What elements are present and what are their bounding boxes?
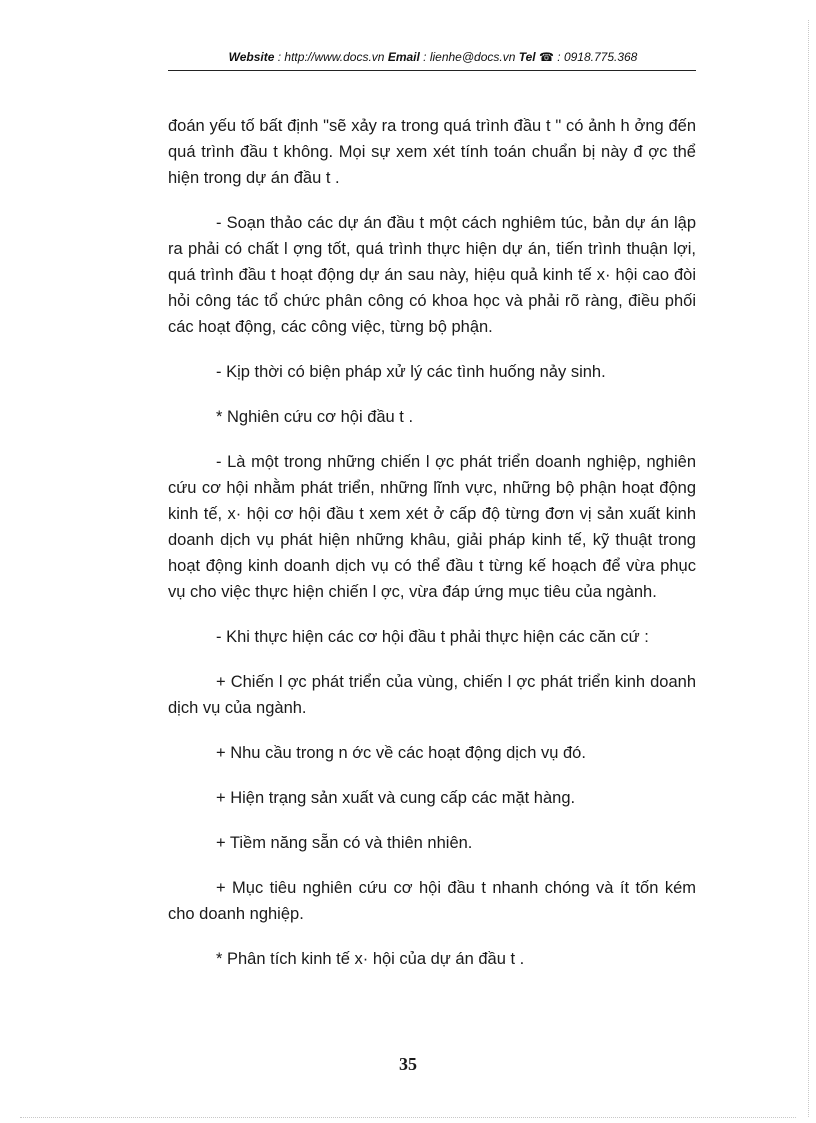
paragraph: + Tiềm năng sẵn có và thiên nhiên. (216, 834, 473, 852)
tel-label: Tel (518, 50, 536, 64)
page-header (168, 50, 698, 64)
paragraph: + Mục tiêu nghiên cứu cơ hội đầu t nhanh chóng và ít tốn kém cho doanh nghiệp. (168, 879, 696, 923)
header-rule (168, 70, 696, 71)
page-bottom-border (20, 1117, 796, 1118)
paragraph: + Chiến l ợc phát triển của vùng, chiến l ợc phát triển kinh doanh dịch vụ của ngành. (168, 673, 696, 717)
tel-number: : 0918.775.368 (553, 50, 638, 64)
page-number: 35 (399, 1054, 417, 1074)
paragraph: đoán yếu tố bất định "sẽ xảy ra trong quá trình đầu t " có ảnh h ởng đến quá trình đầu t không. Mọi sự xem xét tính toán chuẩn bị này đ ợc thể hiện trong dự án đầu t . (168, 117, 696, 187)
email-address: : lienhe@docs.vn (419, 50, 519, 64)
paragraph: - Là một trong những chiến l ợc phát triển doanh nghiệp, nghiên cứu cơ hội nhằm phát triển, những lĩnh vực, những bộ phận hoạt động kinh tế, x· hội cơ hội đầu t xem xét ở cấp độ từng đơn vị sản xuất kinh doanh dịch vụ phát hiện những khâu, giải pháp kinh tế, kỹ thuật trong hoạt động kinh doanh dịch vụ có thể đầu t từng kế hoạch để vừa phục vụ cho việc thực hiện chiến l ợc, vừa đáp ứng mục tiêu của ngành. (168, 453, 696, 601)
paragraph: - Soạn thảo các dự án đầu t một cách nghiêm túc, bản dự án lập ra phải có chất l ợng tốt, quá trình thực hiện dự án, tiến trình thuận lợi, quá trình đầu t hoạt động dự án sau này, hiệu quả kinh tế x· hội cao đòi hỏi công tác tổ chức phân công có khoa học và phải rõ ràng, điều phối các hoạt động, các công việc, từng bộ phận. (168, 214, 696, 336)
paragraph: * Nghiên cứu cơ hội đầu t . (216, 408, 414, 426)
phone-icon: ☎ (538, 50, 554, 64)
website-label: Website (228, 50, 275, 64)
paragraph: * Phân tích kinh tế x· hội của dự án đầu t . (216, 950, 525, 968)
document-body (168, 113, 696, 991)
paragraph: - Khi thực hiện các cơ hội đầu t phải thực hiện các căn cứ : (216, 628, 649, 646)
page-right-border (808, 20, 809, 1117)
paragraph: + Nhu cầu trong n ớc về các hoạt động dịch vụ đó. (216, 744, 586, 762)
email-label: Email (387, 50, 420, 64)
paragraph: - Kịp thời có biện pháp xử lý các tình huống nảy sinh. (216, 363, 606, 381)
paragraph: + Hiện trạng sản xuất và cung cấp các mặt hàng. (216, 789, 576, 807)
website-url: : http://www.docs.vn (274, 50, 388, 64)
